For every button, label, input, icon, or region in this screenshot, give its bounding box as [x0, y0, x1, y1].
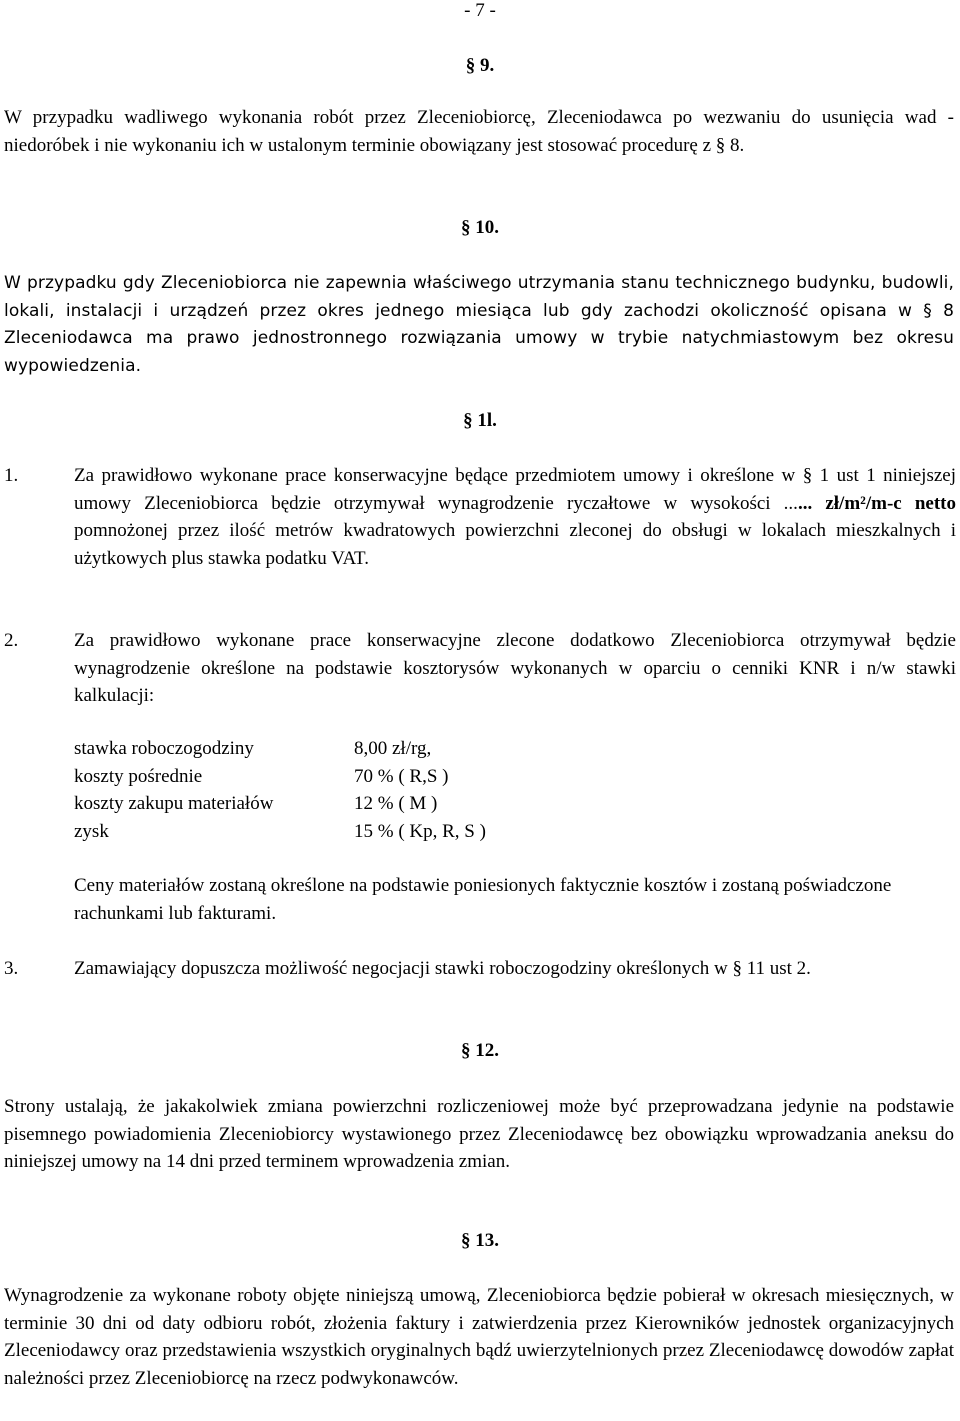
section-10-text: W przypadku gdy Zleceniobiorca nie zapewnia właściwego utrzymania stanu technicznego budynku, budowli, lokali, instalacji i urządzeń przez okres jednego miesiąca lub gdy zachodzi okoliczność opisana w § 8 Zleceniodawca ma prawo jednostronnego rozwiązania umowy w trybie natychmiastowym bez okresu wypowiedzenia.: [4, 273, 954, 376]
section-12-text: Strony ustalają, że jakakolwiek zmiana powierzchni rozliczeniowej może być przeprowadzana jedynie na podstawie pisemnego powiadomienia Zleceniobiorcy wystawionego przez Zleceniodawcę bez obowiązku wprowadzania aneksu do niniejszej umowy na 14 dni przed terminem wprowadzenia zmian.: [4, 1096, 954, 1172]
rate-value: 8,00 zł/rg,: [354, 738, 432, 759]
item-number: 3.: [4, 958, 19, 979]
rate-value: 12 % ( M ): [354, 793, 438, 814]
item-number: 1.: [4, 465, 19, 486]
section-13-text: Wynagrodzenie za wykonane roboty objęte niniejszą umową, Zleceniobiorca będzie pobierał w okresach miesięcznych, w terminie 30 dni od daty odbioru robót, złożenia faktury i zatwierdzenia przez Kierowników jednostek organizacyjnych Zleceniodawcy oraz przedstawienia wszystkich oryginalnych bądź uwierzytelnionych przez Zleceniodawcę dowodów zapłat należności przez Zleceniobiorcę na rzecz podwykonawców.: [4, 1285, 954, 1389]
section-9-heading: § 9.: [465, 55, 495, 76]
section-9-text: W przypadku wadliwego wykonania robót przez Zleceniobiorcę, Zleceniodawca po wezwaniu do usunięcia wad - niedoróbek i nie wykonaniu ich w ustalonym terminie obowiązany jest stosować procedurę z § 8.: [4, 107, 954, 156]
rate-row: [74, 763, 574, 791]
section-13-heading: § 13.: [461, 1230, 499, 1251]
rate-row: [74, 790, 574, 818]
rate-row: [74, 735, 574, 763]
item-text-part-b: pomnożonej przez ilość metrów kwadratowych powierzchni zleconej do obsługi w lokalach mieszkalnych i użytkowych plus stawka podatku VAT.: [74, 520, 956, 569]
rate-name: zysk: [74, 820, 109, 842]
rate-name: koszty zakupu materiałów: [74, 793, 274, 814]
item-number: 2.: [4, 630, 19, 651]
rate-name: koszty pośrednie: [74, 765, 203, 787]
rates-table: [74, 735, 574, 845]
item-text: Zamawiający dopuszcza możliwość negocjacji stawki roboczogodziny określonych w § 11 ust 2.: [74, 958, 811, 979]
materials-note: Ceny materiałów zostaną określone na podstawie poniesionych faktycznie kosztów i zostaną poświadczone rachunkami lub fakturami.: [74, 875, 892, 924]
item-text-part-a: Za prawidłowo wykonane prace konserwacyjne będące przedmiotem umowy i określone w § 1 ust 1 niniejszej umowy Zleceniobiorca będzie otrzymywał wynagrodzenie ryczałtowe w wysokości ...: [74, 465, 956, 514]
item-text: Za prawidłowo wykonane prace konserwacyjne zlecone dodatkowo Zleceniobiorca otrzymywał będzie wynagrodzenie określone na podstawie kosztorysów wykonanych w oparciu o cenniki KNR i n/w stawki kalkulacji:: [74, 630, 956, 706]
rate-value: 15 % ( Kp, R, S ): [354, 820, 486, 842]
rate-name: stawka roboczogodziny: [74, 738, 254, 759]
rate-value: 70 % ( R,S ): [354, 765, 449, 787]
rate-row: [74, 818, 574, 846]
item-text: [74, 462, 956, 572]
section-10-heading: § 10.: [461, 217, 499, 238]
section-11-heading: § 1l.: [463, 410, 497, 431]
page-number: - 7 -: [464, 0, 496, 21]
rate-unit: ... zł/m²/m-c netto: [797, 492, 956, 514]
section-12-heading: § 12.: [461, 1040, 499, 1061]
